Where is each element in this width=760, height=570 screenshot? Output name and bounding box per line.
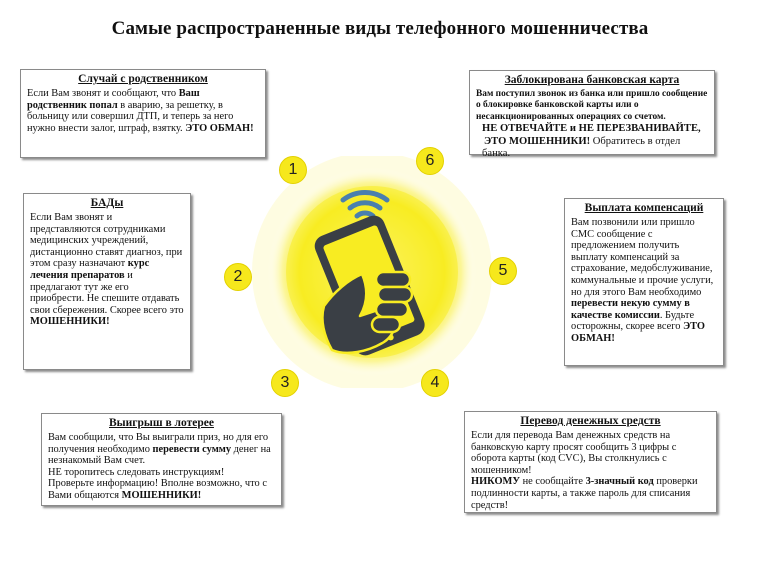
card-warning: НЕ ОТВЕЧАЙТЕ и НЕ ПЕРЕЗВАНИВАЙТЕ, ЭТО МОШЕННИКИ! Обратитесь в отдел банка. [482, 123, 701, 160]
card-text: Вам поступил звонок из банка или пришло сообщение о блокировке банковской карты или о несанкционированных операциях со счетом. [476, 89, 708, 122]
lottery-scam-card [41, 413, 282, 506]
compensation-scam-card [564, 198, 724, 366]
number-badge-1: 1 [279, 156, 307, 184]
card-heading: БАДы [90, 197, 124, 209]
card-text: Если для перевода Вам денежных средств на банковскую карту просят сообщить 3 цифры с оборота карты (код CVC), Вы столкнулись с мошенником! [471, 430, 677, 476]
number-badge-2: 2 [224, 263, 252, 291]
number-badge-3: 3 [271, 369, 299, 397]
blocked-card-scam-card [469, 70, 715, 160]
card-text: Если Вам звонят и сообщают, что Ваш родственник попал в аварию, за решетку, в больницу или совершил ДТП, и теперь за него нужно внести залог, штраф, взятку. ЭТО ОБМАН! [27, 88, 254, 134]
card-heading: Случай с родственником [78, 73, 208, 85]
transfer-scam-card [464, 411, 717, 513]
card-heading: Перевод денежных средств [520, 415, 661, 427]
card-text: Вам позвонили или пришло СМС сообщение с предложением получить выплату компенсаций за страхование, медобслуживание, коммунальные и прочие услуги, но для этого Вам необходимо перевести некую сумму в качестве комиссии. Будьте осторожны, скорее всего ЭТО ОБМАН! [571, 217, 714, 344]
card-text: Вам сообщили, что Вы выиграли приз, но для его получения необходимо перевести сумму денег на незнакомый Вам счет. [48, 432, 271, 467]
number-badge-6: 6 [416, 147, 444, 175]
page-title: Самые распространенные виды телефонного мошенничества [111, 18, 649, 39]
phone-in-hand-icon [236, 156, 508, 388]
card-text: НИКОМУ не сообщайте 3-значный код проверки подлинности карты, а также пароль для списания средств! [471, 476, 698, 511]
card-heading: Выплата компенсаций [584, 202, 704, 214]
supplements-scam-card [23, 193, 191, 370]
relative-scam-card [20, 69, 266, 158]
card-heading: Выигрыш в лотерее [109, 417, 214, 429]
card-text: Проверьте информацию! Вполне возможно, что с Вами общаются МОШЕННИКИ! [48, 478, 267, 501]
number-badge-4: 4 [421, 369, 449, 397]
card-text: НЕ торопитесь следовать инструкциям! [48, 466, 225, 478]
number-badge-5: 5 [489, 257, 517, 285]
card-text: Если Вам звонят и представляются сотрудниками медицинских учреждений, дистанционно ставят диагноз, при этом сразу назначают курс лечения препаратов и предлагают тут же его приобрести. Не спешите отдавать свои сбережения. Скорее всего это МОШЕННИКИ! [30, 212, 184, 328]
card-heading: Заблокирована банковская карта [504, 74, 680, 86]
